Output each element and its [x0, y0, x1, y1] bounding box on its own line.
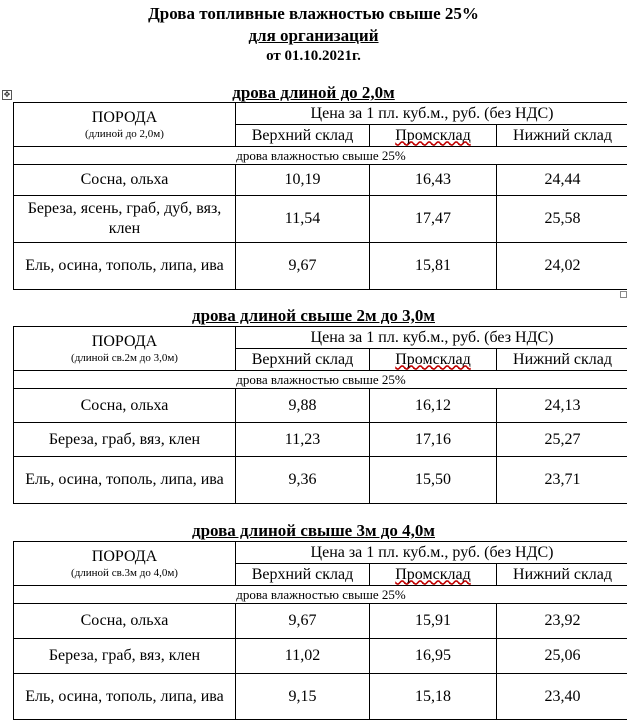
- section-heading-2: дрова длиной свыше 2м до 3,0м: [192, 306, 435, 325]
- species-cell: Береза, граб, вяз, клен: [14, 639, 236, 674]
- col-lower-header: Нижний склад: [497, 564, 627, 586]
- section-heading-1: дрова длиной до 2,0м: [232, 83, 395, 102]
- doc-title-line3: от 01.10.2021г.: [266, 48, 361, 64]
- col-poroda-sub: (длиной св.3м до 4,0м): [71, 566, 178, 579]
- humidity-note: дрова влажностью свыше 25%: [14, 586, 627, 604]
- col-lower-header: Нижний склад: [497, 349, 627, 371]
- humidity-note: дрова влажностью свыше 25%: [14, 371, 627, 389]
- doc-title-line2-text: для организаций: [248, 26, 379, 45]
- prom-price-cell: 15,91: [370, 604, 497, 639]
- table-row: [14, 243, 627, 290]
- col-poroda-header: [14, 103, 236, 147]
- upper-price-cell: 9,67: [236, 243, 370, 290]
- table-row: [14, 604, 627, 639]
- table-move-handle-icon[interactable]: ✥: [3, 90, 11, 99]
- doc-title-line1: Дрова топливные влажностью свыше 25%: [148, 4, 479, 23]
- lower-price-cell: 23,71: [497, 457, 627, 504]
- upper-price-cell: 11,23: [236, 423, 370, 457]
- col-prom-label: Промсклад: [395, 126, 471, 144]
- upper-price-cell: 11,02: [236, 639, 370, 674]
- table-resize-handle-icon[interactable]: [620, 291, 627, 298]
- species-cell: Сосна, ольха: [14, 165, 236, 196]
- lower-price-cell: 23,92: [497, 604, 627, 639]
- col-prom-label: Промсклад: [395, 565, 471, 583]
- upper-price-cell: 11,54: [236, 196, 370, 243]
- col-poroda-label: ПОРОДА: [91, 332, 158, 350]
- col-upper-header: Верхний склад: [236, 349, 370, 371]
- col-prom-header: [370, 125, 497, 147]
- col-price-header: Цена за 1 пл. куб.м., руб. (без НДС): [236, 542, 627, 564]
- lower-price-cell: 25,06: [497, 639, 627, 674]
- table-row: [14, 457, 627, 504]
- prom-price-cell: 15,50: [370, 457, 497, 504]
- prom-price-cell: 16,43: [370, 165, 497, 196]
- col-poroda-header: [14, 327, 236, 371]
- prom-price-cell: 16,95: [370, 639, 497, 674]
- table-row: [14, 423, 627, 457]
- lower-price-cell: 24,44: [497, 165, 627, 196]
- upper-price-cell: 10,19: [236, 165, 370, 196]
- table-row: [14, 639, 627, 674]
- prom-price-cell: 17,47: [370, 196, 497, 243]
- upper-price-cell: 9,67: [236, 604, 370, 639]
- col-price-header: Цена за 1 пл. куб.м., руб. (без НДС): [236, 327, 627, 349]
- col-prom-header: [370, 564, 497, 586]
- species-cell: Ель, осина, тополь, липа, ива: [14, 243, 236, 290]
- col-poroda-header: [14, 542, 236, 586]
- lower-price-cell: 24,02: [497, 243, 627, 290]
- lower-price-cell: 23,40: [497, 674, 627, 720]
- table-row: [14, 165, 627, 196]
- species-cell: Береза, граб, вяз, клен: [14, 423, 236, 457]
- col-price-header: Цена за 1 пл. куб.м., руб. (без НДС): [236, 103, 627, 125]
- prom-price-cell: 17,16: [370, 423, 497, 457]
- species-cell: Сосна, ольха: [14, 604, 236, 639]
- col-upper-header: Верхний склад: [236, 564, 370, 586]
- price-table-3: [13, 541, 627, 720]
- upper-price-cell: 9,15: [236, 674, 370, 720]
- humidity-note: дрова влажностью свыше 25%: [14, 147, 627, 165]
- col-poroda-sub: (длиной св.2м до 3,0м): [71, 351, 178, 364]
- col-upper-header: Верхний склад: [236, 125, 370, 147]
- table-row: [14, 196, 627, 243]
- species-cell: Сосна, ольха: [14, 389, 236, 423]
- upper-price-cell: 9,88: [236, 389, 370, 423]
- species-cell: Береза, ясень, граб, дуб, вяз, клен: [14, 196, 236, 243]
- section-heading-3: дрова длиной свыше 3м до 4,0м: [192, 521, 435, 540]
- lower-price-cell: 25,58: [497, 196, 627, 243]
- species-cell: Ель, осина, тополь, липа, ива: [14, 457, 236, 504]
- price-table-1: [13, 102, 627, 290]
- col-lower-header: Нижний склад: [497, 125, 627, 147]
- upper-price-cell: 9,36: [236, 457, 370, 504]
- lower-price-cell: 24,13: [497, 389, 627, 423]
- col-poroda-label: ПОРОДА: [91, 108, 158, 126]
- prom-price-cell: 15,18: [370, 674, 497, 720]
- col-prom-label: Промсклад: [395, 350, 471, 368]
- col-poroda-sub: (длиной до 2,0м): [85, 127, 164, 140]
- lower-price-cell: 25,27: [497, 423, 627, 457]
- table-row: [14, 389, 627, 423]
- doc-title-line2: [0, 25, 627, 47]
- price-table-2: [13, 326, 627, 504]
- prom-price-cell: 16,12: [370, 389, 497, 423]
- col-prom-header: [370, 349, 497, 371]
- prom-price-cell: 15,81: [370, 243, 497, 290]
- col-poroda-label: ПОРОДА: [91, 547, 158, 565]
- table-row: [14, 674, 627, 720]
- species-cell: Ель, осина, тополь, липа, ива: [14, 674, 236, 720]
